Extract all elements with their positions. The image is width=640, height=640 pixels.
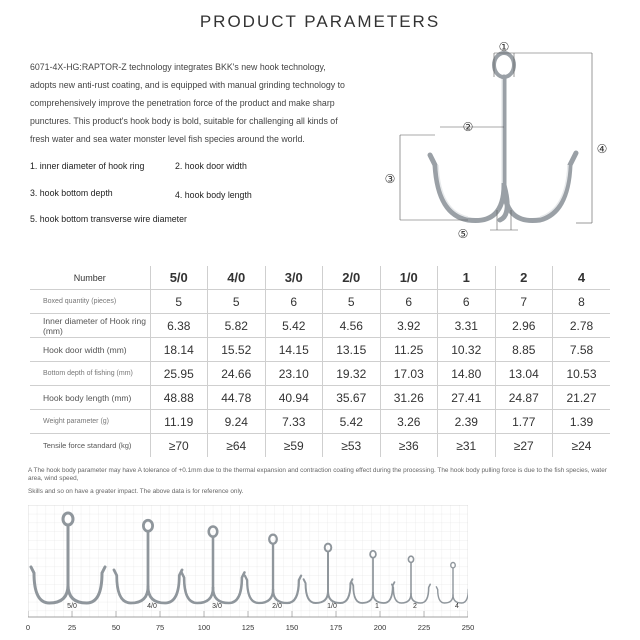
marker-2: ②	[462, 120, 474, 134]
size-header: 2	[495, 266, 553, 290]
table-row	[30, 314, 610, 338]
table-cell: 9.24	[208, 410, 266, 434]
table-cell: 8.85	[495, 338, 553, 362]
hook-size-label: 1	[375, 603, 379, 610]
product-description	[30, 58, 375, 148]
row-label: Hook body length (mm)	[30, 386, 150, 410]
ruler-tick-label: 225	[417, 623, 431, 632]
table-cell: 11.19	[150, 410, 208, 434]
table-cell: 27.41	[438, 386, 496, 410]
param-hook-ring-diameter: 1. inner diameter of hook ring	[30, 161, 145, 171]
table-cell: 25.95	[150, 362, 208, 386]
row-label: Tensile force standard (kg)	[30, 434, 150, 458]
description-line: fresh water and sea water monster level fish species around the world.	[30, 134, 305, 144]
param-body-length: 4. hook body length	[175, 190, 252, 200]
table-cell: 14.80	[438, 362, 496, 386]
table-cell: 18.14	[150, 338, 208, 362]
table-cell: 1.77	[495, 410, 553, 434]
row-label: Inner diameter of Hook ring (mm)	[30, 314, 150, 338]
table-cell: 15.52	[208, 338, 266, 362]
table-cell: 7.58	[553, 338, 611, 362]
table-cell: 6	[380, 290, 438, 314]
table-cell: 21.27	[553, 386, 611, 410]
table-cell: 19.32	[323, 362, 381, 386]
param-hook-door-width: 2. hook door width	[175, 161, 247, 171]
marker-4: ④	[596, 142, 608, 156]
table-cell: ≥64	[208, 434, 266, 458]
table-row	[30, 362, 610, 386]
hook-size-label: 3/0	[212, 603, 222, 610]
table-cell: 14.15	[265, 338, 323, 362]
ruler-tick-label: 125	[241, 623, 255, 632]
table-cell: 13.15	[323, 338, 381, 362]
table-row	[30, 338, 610, 362]
param-wire-diameter: 5. hook bottom transverse wire diameter	[30, 214, 187, 224]
row-label: Bottom depth of fishing (mm)	[30, 362, 150, 386]
description-line: adopts new anti-rust coating, and is equipped with manual grinding technology to	[30, 80, 345, 90]
table-cell: 17.03	[380, 362, 438, 386]
table-cell: 4.56	[323, 314, 381, 338]
marker-3: ③	[384, 172, 396, 186]
table-cell: 2.96	[495, 314, 553, 338]
table-header-row	[30, 266, 610, 290]
ruler-tick-label: 50	[111, 623, 121, 632]
table-row	[30, 290, 610, 314]
table-cell: 6	[438, 290, 496, 314]
table-cell: 7	[495, 290, 553, 314]
table-cell: ≥31	[438, 434, 496, 458]
table-cell: ≥53	[323, 434, 381, 458]
treble-hook-diagram	[380, 35, 630, 245]
marker-5: ⑤	[457, 227, 469, 241]
table-cell: 5	[150, 290, 208, 314]
table-cell: 24.66	[208, 362, 266, 386]
table-cell: 35.67	[323, 386, 381, 410]
table-cell: 2.78	[553, 314, 611, 338]
hook-size-label: 2	[413, 603, 417, 610]
hook-size-label: 4	[455, 603, 459, 610]
table-cell: 6	[265, 290, 323, 314]
ruler-tick-label: 100	[197, 623, 211, 632]
size-header: 3/0	[265, 266, 323, 290]
table-cell: 23.10	[265, 362, 323, 386]
ruler-tick-label: 200	[373, 623, 387, 632]
description-line: punctures. This product's hook body is bold, suitable for challenging all kinds of	[30, 116, 338, 126]
size-header: 4/0	[208, 266, 266, 290]
table-cell: ≥24	[553, 434, 611, 458]
table-cell: 5.42	[323, 410, 381, 434]
hook-size-label: 2/0	[272, 603, 282, 610]
table-cell: 13.04	[495, 362, 553, 386]
table-cell: ≥70	[150, 434, 208, 458]
table-cell: 5	[323, 290, 381, 314]
row-label: Hook door width (mm)	[30, 338, 150, 362]
description-line: comprehensively improve the penetration force of the product and make sharp	[30, 98, 335, 108]
row-label: Weight parameter (g)	[30, 410, 150, 434]
table-row	[30, 434, 610, 458]
row-label: Boxed quantity (pieces)	[30, 290, 150, 314]
description-line: 6071-4X-HG:RAPTOR-Z technology integrates BKK's new hook technology,	[30, 62, 326, 72]
table-cell: ≥27	[495, 434, 553, 458]
table-cell: 3.26	[380, 410, 438, 434]
table-cell: 10.32	[438, 338, 496, 362]
table-cell: 11.25	[380, 338, 438, 362]
hook-size-label: 1/0	[327, 603, 337, 610]
table-cell: 8	[553, 290, 611, 314]
table-row	[30, 386, 610, 410]
marker-1: ①	[498, 40, 510, 54]
spec-table	[30, 266, 610, 457]
size-header: 5/0	[150, 266, 208, 290]
table-cell: 3.92	[380, 314, 438, 338]
table-cell: 5.42	[265, 314, 323, 338]
table-cell: 5	[208, 290, 266, 314]
page-title: PRODUCT PARAMETERS	[199, 12, 441, 31]
size-comparison-ruler	[28, 505, 468, 625]
ruler-tick-label: 0	[25, 623, 31, 632]
param-bottom-depth: 3. hook bottom depth	[30, 188, 113, 198]
table-row	[30, 410, 610, 434]
size-header: 4	[553, 266, 611, 290]
table-cell: 7.33	[265, 410, 323, 434]
size-header: 2/0	[323, 266, 381, 290]
table-cell: ≥59	[265, 434, 323, 458]
table-cell: 10.53	[553, 362, 611, 386]
table-cell: 40.94	[265, 386, 323, 410]
header-label: Number	[73, 272, 106, 283]
table-cell: 3.31	[438, 314, 496, 338]
ruler-tick-label: 175	[329, 623, 343, 632]
table-cell: 31.26	[380, 386, 438, 410]
hook-size-label: 5/0	[67, 603, 77, 610]
table-cell: 2.39	[438, 410, 496, 434]
ruler-tick-label: 75	[155, 623, 165, 632]
hook-size-label: 4/0	[147, 603, 157, 610]
table-cell: 24.87	[495, 386, 553, 410]
reference-footnote: Skills and so on have a greater impact. The above data is for reference only.	[28, 488, 244, 495]
size-header: 1	[438, 266, 496, 290]
table-cell: 5.82	[208, 314, 266, 338]
ruler-tick-label: 150	[285, 623, 299, 632]
tolerance-footnote: A The hook body parameter may have A tolerance of +0.1mm due to the thermal expansion and contraction coating effect during the processing. The hook body pulling force is due to the fish species, water area, wind speed,	[28, 467, 607, 482]
table-cell: ≥36	[380, 434, 438, 458]
size-header: 1/0	[380, 266, 438, 290]
table-cell: 6.38	[150, 314, 208, 338]
table-cell: 1.39	[553, 410, 611, 434]
ruler-tick-label: 250	[461, 623, 475, 632]
table-cell: 48.88	[150, 386, 208, 410]
ruler-tick-label: 25	[67, 623, 77, 632]
table-cell: 44.78	[208, 386, 266, 410]
